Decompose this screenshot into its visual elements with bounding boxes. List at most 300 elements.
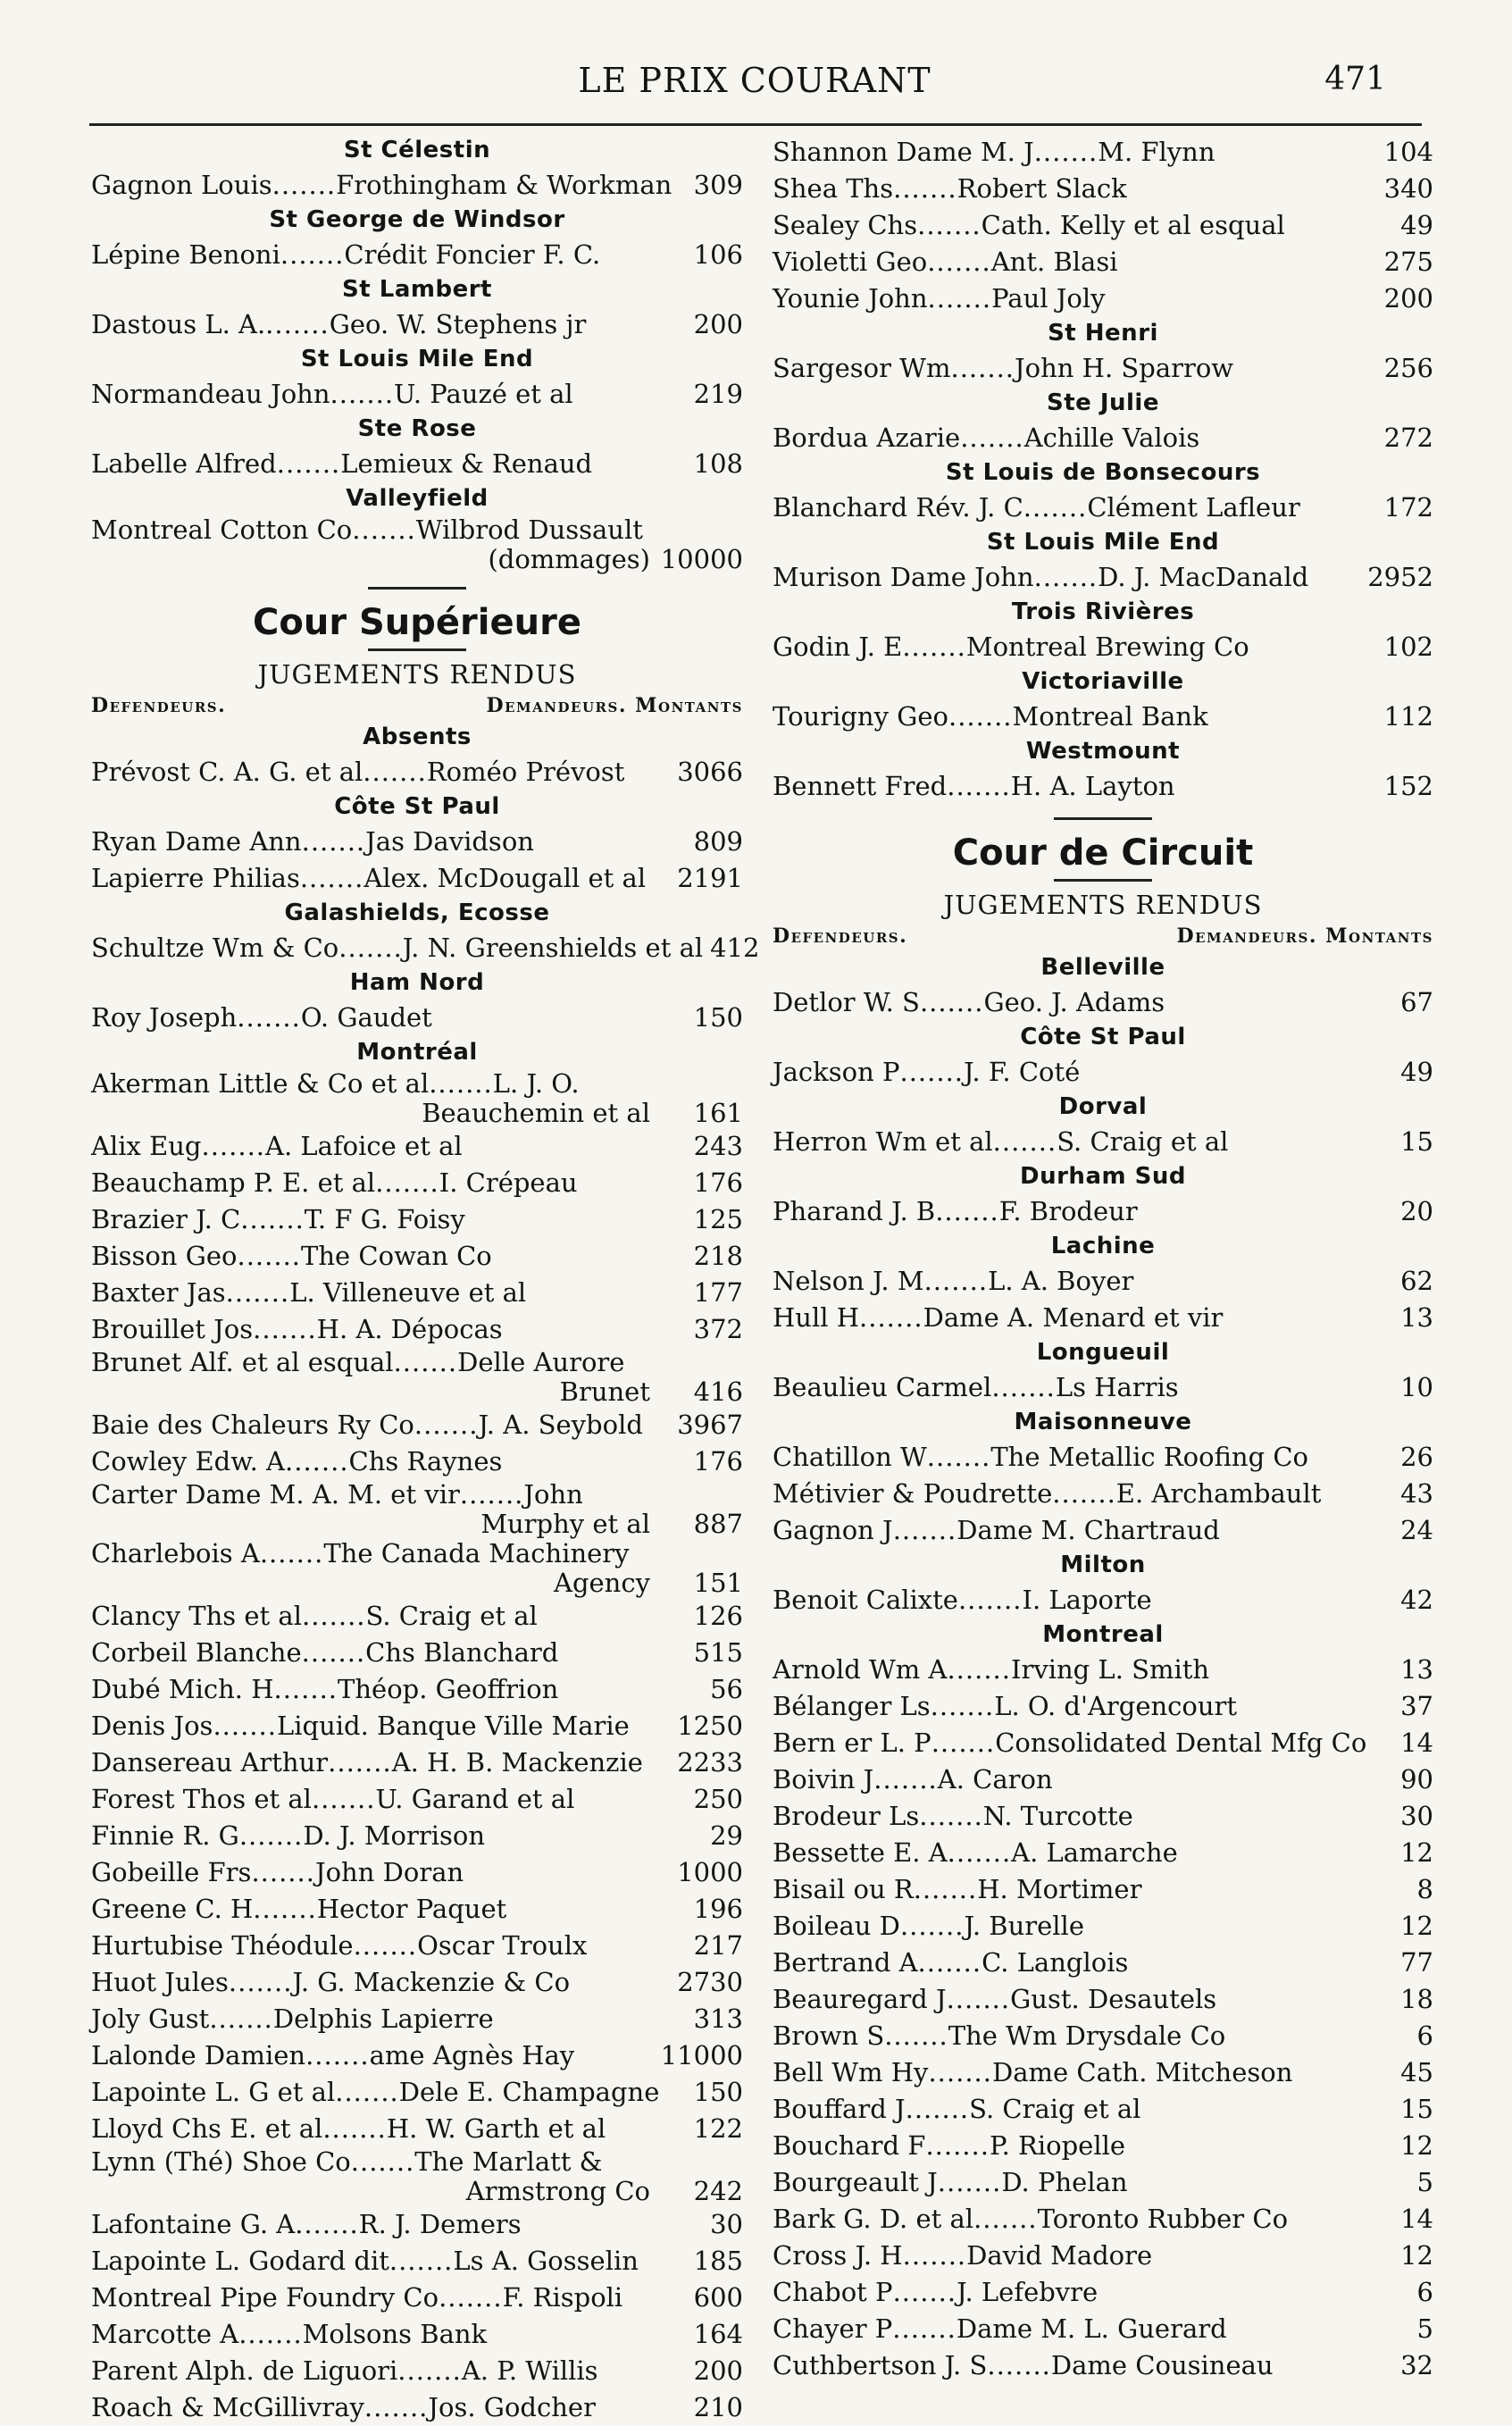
leader-dots: ....... xyxy=(892,2313,956,2344)
leader-dots: ....... xyxy=(338,933,403,963)
entry-parties xyxy=(773,1303,1341,1333)
amount: 2233 xyxy=(677,1747,743,1778)
leader-dots: ....... xyxy=(375,1167,439,1198)
defendant-name: Bern er L. P xyxy=(773,1727,931,1758)
judgment-entry xyxy=(773,1725,1433,1761)
judgment-entry xyxy=(773,134,1433,171)
entry-parties xyxy=(91,2320,650,2349)
amount: 2191 xyxy=(677,863,743,893)
amount: 37 xyxy=(1400,1691,1433,1721)
leader-dots: ....... xyxy=(948,701,1013,732)
entry-parties xyxy=(91,1675,650,1704)
amount: 412 xyxy=(710,933,760,963)
defendant-name: Métivier & Poudrette xyxy=(773,1478,1053,1509)
judgments-subheading: JUGEMENTS RENDUS xyxy=(257,659,577,690)
amount: 18 xyxy=(1400,1984,1433,2014)
amount: 809 xyxy=(693,826,743,857)
leader-dots: ....... xyxy=(311,1784,376,1814)
amount: 14 xyxy=(1400,2204,1433,2234)
judgment-entry xyxy=(91,2111,743,2147)
entry-parties xyxy=(91,380,650,409)
location-heading: Maisonneuve xyxy=(1014,1409,1192,1435)
amount: 887 xyxy=(693,1509,743,1539)
defendant-name: Shea Ths xyxy=(773,173,894,204)
entry-parties xyxy=(91,1539,650,1598)
defendant-name: Bark G. D. et al xyxy=(773,2204,974,2234)
location-heading: Dorval xyxy=(1058,1093,1148,1120)
amount: 90 xyxy=(1400,1764,1433,1794)
entry-parties xyxy=(91,1348,650,1407)
defendant-name: Jackson P xyxy=(773,1057,900,1087)
amount: 49 xyxy=(1400,1057,1433,1087)
judgment-entry xyxy=(773,420,1433,456)
defendant-name: Prévost C. A. G. et al xyxy=(91,757,363,787)
amount: 13 xyxy=(1400,1302,1433,1333)
leader-dots: ....... xyxy=(923,1266,989,1296)
defendant-name: Younie John xyxy=(773,283,928,314)
leader-dots: ....... xyxy=(301,1637,366,1668)
plaintiff-name: J. Lefebvre xyxy=(956,2277,1098,2307)
judgment-entry xyxy=(91,1128,743,1165)
plaintiff-name: A. P. Willis xyxy=(461,2355,598,2386)
plaintiff-name: J. G. Mackenzie & Co xyxy=(292,1967,571,1997)
judgment-entry xyxy=(91,1744,743,1781)
location-heading: Ham Nord xyxy=(349,969,485,996)
leader-dots: ....... xyxy=(209,2004,273,2034)
location-heading: St Lambert xyxy=(342,276,492,303)
plaintiff-name: I. Laporte xyxy=(1022,1585,1152,1615)
amount: 13 xyxy=(1400,1654,1433,1685)
judgment-entry xyxy=(773,2347,1433,2384)
plaintiff-name: U. Pauzé et al xyxy=(394,379,573,409)
amount: 49 xyxy=(1400,210,1433,240)
judgment-entry xyxy=(91,1964,743,2001)
plaintiff-name: Lemieux & Renaud xyxy=(340,448,593,479)
judgment-entry xyxy=(773,2091,1433,2128)
judgment-entry xyxy=(773,984,1433,1021)
entry-parties xyxy=(91,2041,650,2070)
entry-parties xyxy=(91,1785,650,1814)
defendant-name: Cross J. H xyxy=(773,2240,903,2271)
leader-dots: ....... xyxy=(238,1820,304,1851)
defendant-name: Baxter Jas xyxy=(91,1277,226,1308)
entry-parties xyxy=(773,138,1341,167)
defendant-name: Dastous L. A. xyxy=(91,309,266,339)
amount: 200 xyxy=(1383,283,1433,314)
defendant-name: Brodeur Ls xyxy=(773,1801,920,1831)
entry-parties xyxy=(773,1838,1341,1868)
header-rule xyxy=(89,123,1422,126)
leader-dots: ....... xyxy=(352,514,416,545)
amount: 42 xyxy=(1400,1585,1433,1615)
judgment-entry xyxy=(773,1835,1433,1871)
entry-parties xyxy=(773,1443,1341,1472)
column-headings xyxy=(91,690,743,721)
plaintiff-name: The Marlatt & xyxy=(414,2146,603,2177)
entry-parties xyxy=(773,2058,1341,2087)
defendant-name: Boileau D xyxy=(773,1911,900,1941)
leader-dots: ....... xyxy=(1033,562,1098,592)
entry-parties xyxy=(773,1516,1341,1545)
judgment-entry xyxy=(91,376,743,413)
judgment-entry xyxy=(91,2316,743,2353)
plaintiff-name: Paul Joly xyxy=(991,283,1106,314)
plaintiff-name-continued: (dommages) xyxy=(488,544,650,574)
leader-dots: ....... xyxy=(919,987,984,1017)
section-rule xyxy=(1054,817,1152,820)
amount: 102 xyxy=(1383,632,1433,662)
location-heading: Montreal xyxy=(1042,1621,1164,1648)
plaintiff-name: The Cowan Co xyxy=(301,1241,492,1271)
defendant-name: Cowley Edw. A xyxy=(91,1446,286,1477)
amount: 416 xyxy=(693,1376,743,1407)
plaintiff-name: A. H. B. Mackenzie xyxy=(391,1747,643,1778)
judgment-entry xyxy=(773,2054,1433,2091)
leader-dots: ....... xyxy=(305,2040,370,2070)
judgment-entry xyxy=(773,2311,1433,2347)
entry-parties xyxy=(91,1315,650,1344)
leader-dots: ....... xyxy=(1023,492,1088,523)
entry-parties xyxy=(773,2204,1341,2234)
entry-parties xyxy=(91,1003,650,1033)
defendant-name: Joly Gust xyxy=(91,2004,210,2034)
entry-parties xyxy=(773,1875,1341,1904)
judgment-entry xyxy=(91,2206,743,2243)
plaintiff-name: L. O. d'Argencourt xyxy=(994,1691,1238,1721)
judgment-entry xyxy=(91,515,743,574)
entry-parties xyxy=(91,449,650,479)
leader-dots: ....... xyxy=(397,2355,462,2386)
location-heading: Ste Rose xyxy=(357,415,477,442)
entry-parties xyxy=(773,1985,1341,2014)
entry-parties xyxy=(91,1968,650,1997)
leader-dots: ....... xyxy=(328,1747,392,1778)
plaintiff-name: ame Agnès Hay xyxy=(369,2040,575,2070)
judgment-entry xyxy=(91,306,743,343)
plaintiff-name: Hector Paquet xyxy=(316,1894,507,1924)
leader-dots: ....... xyxy=(228,1967,293,1997)
amount: 15 xyxy=(1400,2094,1433,2124)
left-column xyxy=(91,134,760,2426)
leader-dots: ....... xyxy=(902,2240,967,2271)
plaintiff-name: O. Gaudet xyxy=(300,1002,432,1033)
leader-dots: ....... xyxy=(991,1372,1056,1402)
defendant-name: Bessette E. A xyxy=(773,1837,948,1868)
amount: 15 xyxy=(1400,1126,1433,1157)
judgment-entry xyxy=(773,280,1433,317)
leader-dots: ....... xyxy=(225,1277,290,1308)
leader-dots: ....... xyxy=(322,2113,387,2144)
amount: 172 xyxy=(1383,492,1433,523)
amounts-column-label: Montants xyxy=(635,694,743,717)
defendant-name: Marcotte A xyxy=(91,2319,239,2349)
plaintiff-name: S. Craig et al xyxy=(1057,1126,1229,1157)
leader-dots: ....... xyxy=(330,379,395,409)
leader-dots: ....... xyxy=(276,448,341,479)
plaintiff-name: J. N. Greenshields et al xyxy=(402,933,704,963)
spacer xyxy=(627,694,635,717)
judgment-entry xyxy=(91,1069,743,1128)
judgment-entry xyxy=(91,2389,743,2426)
entry-parties xyxy=(773,772,1341,801)
entry-parties xyxy=(91,1069,650,1128)
entry-parties xyxy=(773,1058,1341,1087)
location-heading: Lachine xyxy=(1050,1233,1156,1259)
plaintiff-name: P. Riopelle xyxy=(989,2130,1126,2161)
amount: 2952 xyxy=(1367,562,1433,592)
leader-dots: ....... xyxy=(295,2209,359,2239)
entry-parties xyxy=(91,515,650,574)
plaintiff-name: H. A. Layton xyxy=(1010,771,1175,801)
leader-dots: ....... xyxy=(902,632,966,662)
plaintiff-name: The Metallic Roofing Co xyxy=(990,1442,1309,1472)
leader-dots: ....... xyxy=(414,1410,479,1440)
judgment-entry xyxy=(91,1708,743,1744)
leader-dots: ....... xyxy=(859,1302,923,1333)
plaintiff-name: Dame Cousineau xyxy=(1050,2350,1274,2380)
entry-parties xyxy=(773,1912,1341,1941)
plaintiff-name: Ls Harris xyxy=(1055,1372,1179,1402)
leader-dots: ....... xyxy=(238,2319,303,2349)
entry-parties xyxy=(91,1447,650,1477)
amount: 11000 xyxy=(660,2040,743,2070)
location-heading: Ste Julie xyxy=(1047,389,1159,416)
defendant-name: Boivin J xyxy=(773,1764,874,1794)
entry-parties xyxy=(91,1895,650,1924)
amount: 12 xyxy=(1400,2130,1433,2161)
defendant-name: Lalonde Damien xyxy=(91,2040,306,2070)
plaintiff-name: D. J. Morrison xyxy=(303,1820,486,1851)
judgment-entry xyxy=(91,824,743,860)
entry-parties xyxy=(91,2283,650,2313)
defendant-name: Bouffard J xyxy=(773,2094,906,2124)
plaintiff-name: The Wm Drysdale Co xyxy=(948,2020,1226,2051)
leader-dots: ....... xyxy=(302,1601,366,1631)
location-heading: Galashields, Ecosse xyxy=(284,899,550,926)
plaintiff-name: Dame M. L. Guerard xyxy=(956,2313,1227,2344)
plaintiff-name: John xyxy=(523,1479,583,1510)
defendant-name: Beauchamp P. E. et al xyxy=(91,1167,376,1198)
judgment-entry xyxy=(773,1263,1433,1300)
plaintiffs-column-label: Demandeurs. xyxy=(486,694,627,717)
entry-parties xyxy=(773,1479,1341,1509)
defendant-name: Bennett Fred xyxy=(773,771,948,801)
leader-dots: ....... xyxy=(873,1764,938,1794)
entry-parties xyxy=(91,1858,650,1887)
entry-parties xyxy=(773,2351,1341,2380)
amount: 29 xyxy=(710,1820,743,1851)
judgment-entry xyxy=(773,1908,1433,1945)
defendant-name: Hurtubise Théodule xyxy=(91,1930,354,1961)
leader-dots: ....... xyxy=(927,283,992,314)
plaintiff-name: Chs Raynes xyxy=(348,1446,503,1477)
defendant-name: Bélanger Ls xyxy=(773,1691,931,1721)
entry-parties xyxy=(773,1948,1341,1978)
judgment-entry xyxy=(91,1000,743,1036)
entry-parties xyxy=(91,864,650,893)
defendant-name: Bertrand A xyxy=(773,1947,918,1978)
amount: 8 xyxy=(1416,1874,1433,1904)
defendant-name: Ryan Dame Ann xyxy=(91,826,302,857)
entry-parties xyxy=(91,1410,650,1440)
plaintiff-name: U. Garand et al xyxy=(375,1784,575,1814)
amount: 150 xyxy=(693,1002,743,1033)
amount: 62 xyxy=(1400,1266,1433,1296)
leader-dots: ....... xyxy=(919,1801,983,1831)
leader-dots: ....... xyxy=(892,1515,957,1545)
judgment-entry xyxy=(773,207,1433,244)
defendant-name: Murison Dame John xyxy=(773,562,1034,592)
spacer xyxy=(1317,924,1325,948)
plaintiff-name: C. Langlois xyxy=(982,1947,1129,1978)
page-header xyxy=(89,54,1420,107)
leader-dots: ....... xyxy=(388,2246,454,2276)
amount: 32 xyxy=(1400,2350,1433,2380)
judgment-entry xyxy=(773,244,1433,280)
amount: 12 xyxy=(1400,1837,1433,1868)
plaintiff-name: F. Rispoli xyxy=(502,2282,623,2313)
location-heading: St Louis de Bonsecours xyxy=(945,459,1261,486)
leader-dots: ....... xyxy=(960,422,1024,453)
plaintiff-name: S. Craig et al xyxy=(969,2094,1141,2124)
defendant-name: Lloyd Chs E. et al xyxy=(91,2113,323,2144)
defendant-name: Violetti Geo xyxy=(773,247,928,277)
defendant-name: Sargesor Wm xyxy=(773,353,951,383)
leader-dots: ....... xyxy=(237,1002,301,1033)
plaintiff-name: S. Craig et al xyxy=(365,1601,538,1631)
defendant-name: Bell Wm Hy xyxy=(773,2057,929,2087)
plaintiff-name: Dele E. Champagne xyxy=(398,2077,660,2107)
leader-dots: ....... xyxy=(987,2350,1051,2380)
entry-parties xyxy=(91,1278,650,1308)
plaintiff-name: M. Flynn xyxy=(1098,137,1215,167)
leader-dots: ....... xyxy=(947,771,1011,801)
leader-dots: ....... xyxy=(350,2146,415,2177)
plaintiff-name: Irving L. Smith xyxy=(1011,1654,1210,1685)
amount: 313 xyxy=(693,2004,743,2034)
leader-dots: ....... xyxy=(935,1196,999,1226)
section-rule xyxy=(368,587,466,590)
entry-parties xyxy=(773,1127,1341,1157)
plaintiff-name: A. Lafoice et al xyxy=(265,1131,463,1161)
defendant-name: Lapierre Philias xyxy=(91,863,300,893)
defendants-column-label: Defendeurs. xyxy=(773,924,908,948)
amount: 243 xyxy=(693,1131,743,1161)
leader-dots: ....... xyxy=(201,1131,266,1161)
defendant-name: Carter Dame M. A. M. et vir xyxy=(91,1479,460,1510)
location-heading: Westmount xyxy=(1025,738,1181,765)
plaintiff-name: David Madore xyxy=(966,2240,1153,2271)
leader-dots: ....... xyxy=(927,247,991,277)
amount: 5 xyxy=(1416,2313,1433,2344)
location-heading: Belleville xyxy=(1040,954,1165,981)
entry-parties xyxy=(91,1748,650,1778)
defendant-name: Tourigny Geo xyxy=(773,701,948,732)
plaintiff-name: T. F G. Foisy xyxy=(304,1204,465,1234)
amount: 256 xyxy=(1383,353,1433,383)
judgment-entry xyxy=(773,1981,1433,2018)
amount: 275 xyxy=(1383,247,1433,277)
amount: 43 xyxy=(1400,1478,1433,1509)
judgment-entry xyxy=(91,2037,743,2074)
amount: 218 xyxy=(693,1241,743,1271)
leader-dots: ....... xyxy=(926,1442,991,1472)
defendant-name: Corbeil Blanche xyxy=(91,1637,302,1668)
entry-parties xyxy=(773,423,1341,453)
plaintiff-name: E. Archambault xyxy=(1115,1478,1322,1509)
amount: 24 xyxy=(1400,1515,1433,1545)
defendant-name: Sealey Chs xyxy=(773,210,918,240)
defendant-name: Lynn (Thé) Shoe Co xyxy=(91,2146,351,2177)
judgment-entry xyxy=(91,2074,743,2111)
defendant-name: Benoit Calixte xyxy=(773,1585,958,1615)
amount: 2730 xyxy=(677,1967,743,1997)
defendant-name: Brunet Alf. et al esqual xyxy=(91,1347,394,1377)
entry-parties xyxy=(91,1638,650,1668)
leader-dots: ....... xyxy=(363,757,427,787)
entry-parties xyxy=(91,1242,650,1271)
court-title: Cour Supérieure xyxy=(253,602,581,643)
plaintiff-name: F. Brodeur xyxy=(998,1196,1138,1226)
plaintiff-name-continued: Brunet xyxy=(559,1376,650,1407)
plaintiff-name: Dame M. Chartraud xyxy=(956,1515,1220,1545)
location-heading: Durham Sud xyxy=(1020,1163,1186,1190)
plaintiff-name: Liquid. Banque Ville Marie xyxy=(276,1711,630,1741)
judgments-subheading: JUGEMENTS RENDUS xyxy=(943,890,1263,920)
entry-parties xyxy=(91,2078,659,2107)
plaintiff-name: Alex. McDougall et al xyxy=(363,863,647,893)
entry-parties xyxy=(91,2004,650,2034)
leader-dots: ....... xyxy=(251,1857,315,1887)
defendant-name: Schultze Wm & Co xyxy=(91,933,339,963)
leader-dots: ....... xyxy=(973,2204,1038,2234)
court-title: Cour de Circuit xyxy=(952,832,1254,874)
judgment-entry xyxy=(91,2280,743,2316)
amounts-column-label: Montants xyxy=(1325,924,1433,948)
plaintiff-name: H. A. Dépocas xyxy=(316,1314,503,1344)
entry-parties xyxy=(91,2147,650,2206)
amount: 161 xyxy=(693,1098,743,1128)
plaintiff-name: Achille Valois xyxy=(1023,422,1200,453)
amount: 30 xyxy=(1400,1801,1433,1831)
entry-parties xyxy=(773,1765,1341,1794)
leader-dots: ....... xyxy=(363,2392,429,2422)
entry-parties xyxy=(91,171,672,200)
amount: 6 xyxy=(1416,2277,1433,2307)
defendant-name: Chatillon W xyxy=(773,1442,927,1472)
judgment-entry xyxy=(91,1818,743,1854)
defendant-name: Shannon Dame M. J xyxy=(773,137,1034,167)
leader-dots: ....... xyxy=(992,1126,1057,1157)
judgment-entry xyxy=(91,2147,743,2206)
entry-parties xyxy=(91,1168,650,1198)
defendant-name: Herron Wm et al xyxy=(773,1126,993,1157)
location-heading: Montréal xyxy=(356,1039,478,1066)
judgment-entry xyxy=(91,1311,743,1348)
judgment-entry xyxy=(91,1539,743,1598)
amount: 1250 xyxy=(677,1711,743,1741)
entry-parties xyxy=(91,2210,650,2239)
location-heading: St Louis Mile End xyxy=(986,529,1220,556)
entry-parties xyxy=(773,1802,1341,1831)
judgment-entry xyxy=(91,754,743,791)
amount: 600 xyxy=(693,2282,743,2313)
plaintiff-name: John Doran xyxy=(314,1857,464,1887)
location-heading: Longueuil xyxy=(1036,1339,1170,1366)
amount: 309 xyxy=(693,170,743,200)
plaintiff-name: Delphis Lapierre xyxy=(272,2004,494,2034)
judgment-entry xyxy=(773,629,1433,665)
